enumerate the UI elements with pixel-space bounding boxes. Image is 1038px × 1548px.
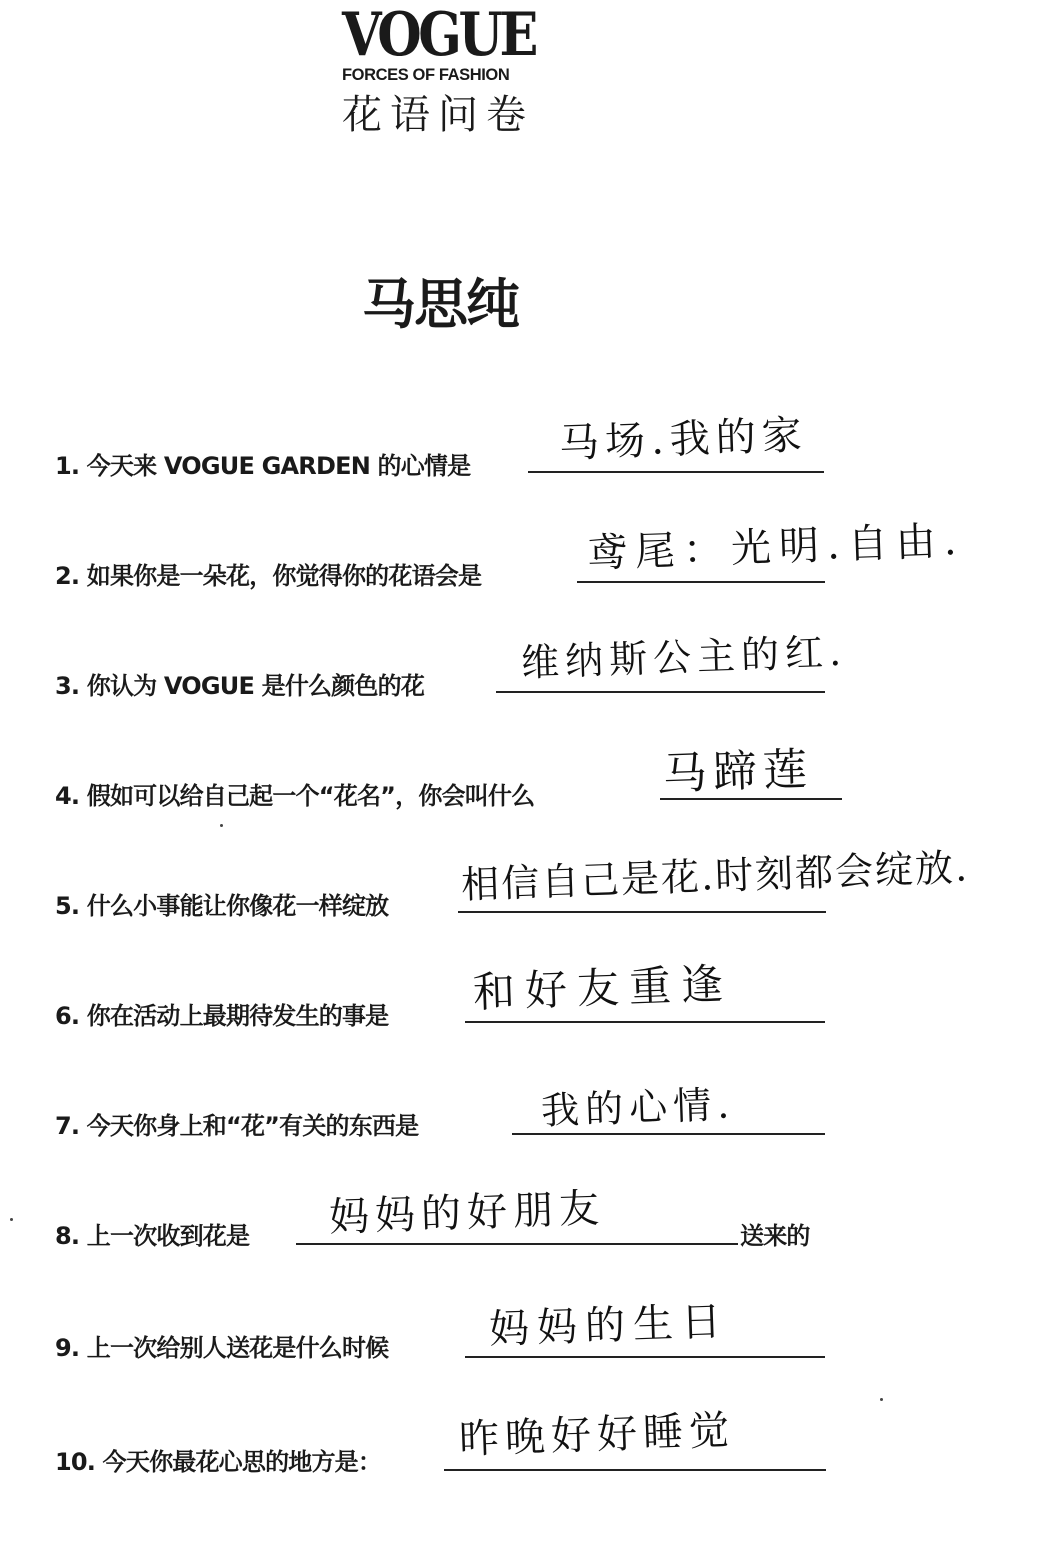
question-8-answer-line	[296, 1243, 738, 1245]
question-7-answer: 我的心情.	[540, 1082, 736, 1134]
question-10-answer: 昨晚好好睡觉	[458, 1407, 736, 1464]
question-5-answer: 相信自己是花.时刻都会绽放.	[460, 845, 970, 908]
question-4-answer: 马蹄莲	[662, 743, 814, 801]
question-9-prompt: 9. 上一次给别人送花是什么时候	[55, 1334, 389, 1362]
question-8-suffix: 送来的	[740, 1222, 810, 1250]
question-3-answer: 维纳斯公主的红.	[520, 629, 848, 686]
question-2-prompt: 2. 如果你是一朵花，你觉得你的花语会是	[55, 562, 482, 590]
question-6-prompt: 6. 你在活动上最期待发生的事是	[55, 1002, 389, 1030]
question-10-prompt: 10. 今天你最花心思的地方是：	[55, 1448, 382, 1476]
question-5-prompt: 5. 什么小事能让你像花一样绽放	[55, 892, 389, 920]
question-1-answer-line	[528, 471, 824, 473]
question-9-answer: 妈妈的生日	[488, 1298, 730, 1354]
question-7-prompt: 7. 今天你身上和“花”有关的东西是	[55, 1112, 419, 1140]
question-1-answer: 马场.我的家	[558, 412, 809, 468]
question-3-prompt: 3. 你认为 VOGUE 是什么颜色的花	[55, 672, 425, 700]
question-6-answer: 和好友重逢	[472, 958, 734, 1018]
question-3-answer-line	[496, 691, 825, 693]
question-1-prompt: 1. 今天来 VOGUE GARDEN 的心情是	[55, 452, 471, 480]
brand-logo: VOGUE	[342, 0, 536, 70]
question-8-prompt: 8. 上一次收到花是	[55, 1222, 250, 1250]
question-2-answer-line	[577, 581, 825, 583]
masthead	[342, 0, 542, 138]
question-5-answer-line	[458, 911, 826, 913]
paper-speck	[880, 1398, 883, 1401]
paper-speck	[220, 824, 223, 827]
question-2-answer: 鸢尾：光明.自由.	[586, 517, 966, 578]
questionnaire-title: 花语问卷	[342, 92, 534, 138]
question-8-answer: 妈妈的好朋友	[328, 1185, 606, 1242]
question-4-prompt: 4. 假如可以给自己起一个“花名”，你会叫什么	[55, 782, 535, 810]
brand-tagline: FORCES OF FASHION	[342, 66, 510, 84]
paper-speck	[10, 1218, 13, 1221]
question-10-answer-line	[444, 1469, 826, 1471]
question-6-answer-line	[465, 1021, 825, 1023]
question-9-answer-line	[465, 1356, 825, 1358]
respondent-name: 马思纯	[362, 273, 518, 336]
